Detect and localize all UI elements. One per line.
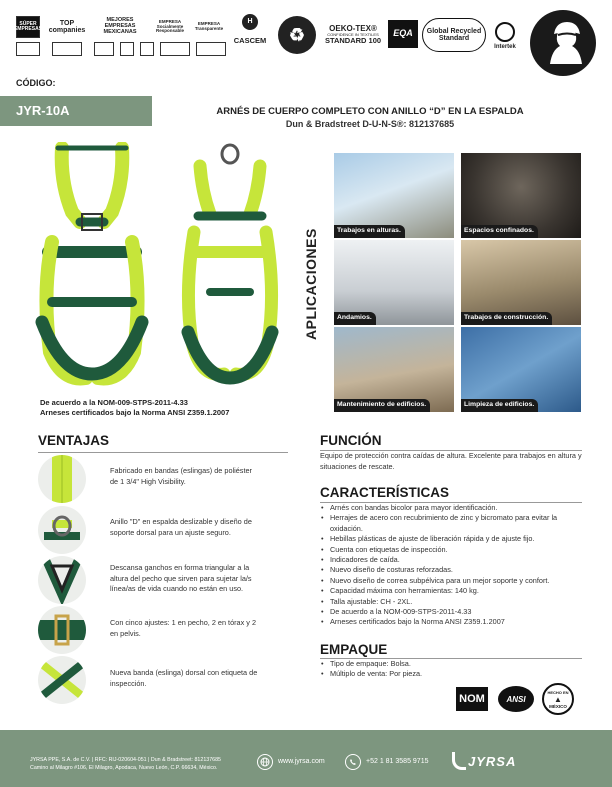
mejores-empresas-logo: MEJORES EMPRESAS MEXICANAS [103, 17, 137, 35]
caracteristica-item: • Herrajes de acero con recubrimiento de zinc y bicromato para evitar la oxidación. [320, 513, 582, 534]
app-photo-construction [461, 240, 581, 325]
small-logo-4 [120, 42, 134, 56]
mexico-label: MÉXICO [549, 703, 567, 709]
small-logo-6 [160, 42, 190, 56]
app-photo-cleaning [461, 327, 581, 412]
caracteristica-item: • Talla ajustable: CH - 2XL. [320, 597, 582, 607]
app-photo-heights [334, 153, 454, 238]
small-logo-5 [140, 42, 154, 56]
cascem-logo: CASCEM [233, 36, 267, 46]
caracteristica-item: • Arnés con bandas bicolor para mayor identificación. [320, 503, 582, 513]
caracteristica-item: • Hebillas plásticas de ajuste de liberación rápida y de ajuste fijo. [320, 534, 582, 544]
footer-company [30, 756, 240, 772]
app-caption-scaffold: Andamios. [334, 312, 376, 325]
harness-back-image [170, 142, 290, 390]
footer-website[interactable]: www.jyrsa.com [278, 758, 325, 765]
app-photo-maintenance [334, 327, 454, 412]
intertek-label: Intertek [494, 43, 516, 50]
cert-ansi: Arneses certificados bajo la Norma ANSI Z359.1.2007 [40, 408, 230, 417]
small-logo-3 [94, 42, 114, 56]
applications-label [296, 228, 326, 342]
app-photo-scaffold [334, 240, 454, 325]
eagle-icon: ▲ [554, 694, 562, 704]
ventaja-text-5: Nueva banda (eslinga) dorsal con etiqueta de inspección. [110, 668, 258, 688]
funcion-title: FUNCIÓN [320, 433, 382, 448]
global-recycled-logo: Global Recycled Standard [422, 18, 486, 52]
caracteristica-item: • Nuevo diseño de correa subpélvica para un mejor soporte y confort. [320, 576, 582, 586]
app-caption-heights: Trabajos en alturas. [334, 225, 405, 238]
jyrsa-logo-mark [452, 752, 466, 770]
small-logo-2 [52, 42, 82, 56]
cert-nom: De acuerdo a la NOM-009-STPS-2011-4.33 [40, 398, 188, 407]
caracteristica-item: • Nuevo diseño de costuras reforzadas. [320, 565, 582, 575]
hecho-en-label: HECHO EN [547, 689, 569, 695]
caracteristicas-title: CARACTERÍSTICAS [320, 485, 450, 500]
caracteristica-item: • Capacidad máxima con herramientas: 140 kg. [320, 586, 582, 596]
oeko-tex-sub: CONFIDENCE IN TEXTILES [327, 32, 379, 38]
ansi-badge: ANSI [498, 686, 534, 712]
caracteristica-item: • Arneses certificados bajo la Norma ANSI Z359.1.2007 [320, 617, 582, 627]
product-code: JYR-10A [16, 103, 70, 118]
back-strap-icon [38, 656, 86, 704]
d-ring-icon [38, 506, 86, 554]
footer-address: Camino al Milagro #106, El Milagro, Apodaca, Nuevo León, C.P. 66634, México. [30, 765, 218, 771]
footer-company-line: JYRSA PPE, S.A. de C.V. | RFC: RIJ-020604-051 | Dun & Bradstreet: 812137685 [30, 757, 221, 763]
funcion-text: Equipo de protección contra caídas de altura. Excelente para trabajos en altura y situaciones de rescate. [320, 451, 582, 471]
ventajas-divider [38, 452, 288, 453]
empresa-transparente-logo: EMPRESA Transparente [194, 21, 224, 31]
ventaja-text-1: Fabricado en bandas (eslingas) de poliéster de 1 3/4" High Visibility. [110, 466, 252, 486]
ventaja-text-4: Con cinco ajustes: 1 en pecho, 2 en tórax y 2 en pelvis. [110, 618, 257, 638]
caracteristica-item: • Indicadores de caída. [320, 555, 582, 565]
whatsapp-icon [345, 754, 361, 770]
ventajas-title: VENTAJAS [38, 433, 110, 448]
footer [0, 730, 612, 787]
intertek-mark [495, 22, 515, 42]
caracteristica-item: • De acuerdo a la NOM-009-STPS-2011-4.33 [320, 607, 582, 617]
product-title: ARNÉS DE CUERPO COMPLETO CON ANILLO “D” EN LA ESPALDA [216, 106, 524, 117]
empaque-title: EMPAQUE [320, 642, 388, 657]
app-caption-cleaning: Limpieza de edificios. [461, 399, 538, 412]
globe-icon [257, 754, 273, 770]
buckle-icon [38, 606, 86, 654]
super-empresas-logo: SÚPER EMPRESAS [16, 16, 40, 38]
code-label: CÓDIGO: [16, 78, 56, 88]
app-caption-maintenance: Mantenimiento de edificios. [334, 399, 430, 412]
jyrsa-logo: JYRSA [468, 754, 517, 769]
app-photo-confined [461, 153, 581, 238]
worker-helmet-badge [530, 10, 596, 76]
small-logo-1 [16, 42, 40, 56]
standard-100: STANDARD 100 [324, 36, 382, 46]
empaque-item: • Múltiplo de venta: Por pieza. [320, 669, 520, 679]
caracteristica-item: • Cuenta con etiquetas de inspección. [320, 545, 582, 555]
caracteristicas-list [320, 503, 582, 628]
nom-badge: NOM [456, 687, 488, 711]
product-code-bar [0, 96, 152, 126]
duns-number: Dun & Bradstreet D-U-N-S®: 812137685 [285, 119, 455, 129]
certification-logos [13, 14, 516, 60]
empaque-list [320, 659, 520, 680]
recycle-seal-logo: ♻ [278, 16, 316, 54]
oeko-tex-logo [318, 18, 388, 52]
ventaja-text-3: Descansa ganchos en forma triangular a la altura del pecho que sirven para sujetar la/s línea/as de vida cuando no están en uso. [110, 563, 252, 593]
applications-label-text: APLICACIONES [303, 228, 319, 340]
webbing-icon [38, 455, 86, 503]
triangle-hook-icon [38, 556, 86, 604]
hecho-en-mexico-badge [542, 683, 574, 715]
intertek-logo [490, 18, 520, 54]
esr-logo: EMPRESA Socialmente Responsable [155, 18, 184, 34]
oeko-tex-title: OEKO-TEX® [329, 23, 377, 33]
h-seal-logo: H [242, 14, 258, 30]
footer-phone[interactable]: +52 1 81 3585 9715 [366, 758, 429, 765]
app-caption-confined: Espacios confinados. [461, 225, 538, 238]
top-companies-logo: TOP companies [48, 19, 86, 34]
empaque-item: • Tipo de empaque: Bolsa. [320, 659, 520, 669]
app-caption-construction: Trabajos de construcción. [461, 312, 552, 325]
small-logo-7 [196, 42, 226, 56]
harness-front-image [22, 142, 162, 390]
ventaja-text-2: Anillo "D" en espalda deslizable y diseño de soporte dorsal para un ajuste seguro. [110, 517, 252, 537]
eqa-logo: EQA [388, 20, 418, 48]
